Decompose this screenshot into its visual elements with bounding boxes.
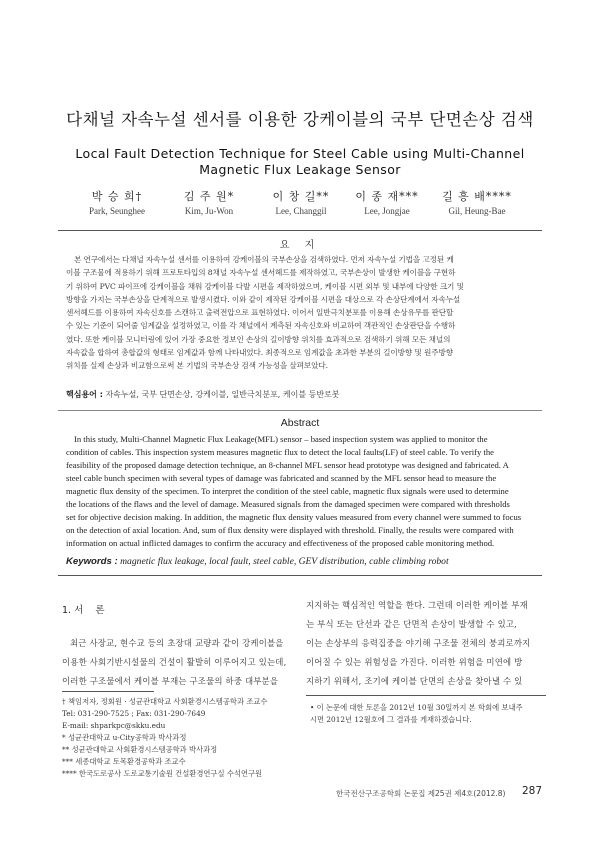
author-5 xyxy=(422,188,532,216)
body-line: 최근 사장교, 현수교 등의 초장대 교량과 같이 강케이블을 xyxy=(70,638,284,648)
page-number: 287 xyxy=(522,785,543,797)
author-name: 이 종 재*** xyxy=(355,190,419,203)
footnote-line: † 책임저자, 정회원 · 성균관대학교 사회환경시스템공학과 조교수 xyxy=(62,697,268,706)
body-line: 이어질 수 있는 위험성을 가진다. 이러한 위험을 미연에 방 xyxy=(306,657,523,667)
korean-summary xyxy=(66,253,546,373)
keywords-text: 자속누설, 국부 단면손상, 강케이블, 일반극치분포, 케이블 등반로봇 xyxy=(105,390,340,399)
note-line: 시면 2012년 12월호에 그 결과를 게재하겠습니다. xyxy=(310,715,472,724)
summary-line: 방향을 가지는 국부손상을 단계적으로 발생시켰다. 이와 같이 제작된 강케이블 시편을 대상으로 각 손상단계에서 자속누설 xyxy=(66,294,461,304)
keywords-en-label: Keywords : xyxy=(66,556,118,567)
author-name: 김 주 원* xyxy=(183,190,235,203)
note-line: • 이 논문에 대한 토론을 2012년 10월 30일까지 본 학회에 보내주 xyxy=(310,703,523,712)
summary-top-rule xyxy=(58,230,542,231)
discussion-note-separator xyxy=(306,695,546,696)
abstract-line: magnetic flux density of the specimen. To interpret the condition of the steel cable, magnetic flux signals were used to determine xyxy=(66,486,509,496)
author-name: 길 흥 배**** xyxy=(442,190,512,203)
section-heading-introduction: 1. 서 론 xyxy=(62,605,105,616)
paper-title-english-line-1: Local Fault Detection Technique for Steel Cable using Multi-Channel xyxy=(75,146,525,161)
summary-line: 기 위하여 PVC 파이프에 강케이블을 채워 강케이블 다발 시편을 제작하였으며, 케이블 시편 외부 및 내부에 다양한 크기 및 xyxy=(66,281,464,291)
left-column-body xyxy=(62,634,294,691)
summary-line: 였다. 또한 케이블 모니터링에 있어 가장 중요한 정보인 손상의 길이방향 위치를 효과적으로 검색하기 위해 모든 채널의 xyxy=(66,334,451,344)
abstract-heading: Abstract xyxy=(280,417,320,429)
abstract-line: on the detection of axial location. And, sum of flux density were displayed with threshold. Finally, the results were compared with xyxy=(66,525,514,535)
abstract-line: feasibility of the proposed damage detection technique, an 8-channel MFL sensor head prototype was designed and fabricated. A xyxy=(66,460,509,470)
abstract-line: set for objective decision making. In addition, the magnetic flux density values measured from every channel were summed to focus xyxy=(66,512,522,522)
paper-title-english-line-2: Magnetic Flux Leakage Sensor xyxy=(199,162,401,177)
abstract-line: the locations of the flaws and the level of damage. Measured signals from the damaged specimen were compared with thresholds xyxy=(66,499,510,509)
abstract-line: information on actual inflicted damages to confirm the accuracy and effectiveness of the proposed cable monitoring method. xyxy=(66,538,495,548)
body-line: 지지하는 핵심적인 역할을 한다. 그런데 이러한 케이블 부재 xyxy=(306,600,528,610)
right-column-body xyxy=(306,596,546,691)
body-line: 는 부식 또는 단선과 같은 단면적 손상이 발생할 수 있고, xyxy=(306,619,518,629)
footnote-line: Tel: 031-290-7525 ; Fax: 031-290-7649 xyxy=(62,709,206,718)
footnote-line: * 성균관대학교 u-City공학과 박사과정 xyxy=(62,733,187,742)
discussion-note xyxy=(310,702,523,726)
summary-line: 본 연구에서는 다채널 자속누설 센서를 이용하여 강케이블의 국부손상을 검색하였다. 먼저 자속누설 기법을 고정된 케 xyxy=(74,255,454,264)
author-name-en: Kim, Ju-Won xyxy=(184,206,234,216)
author-name-en: Park, Seunghee xyxy=(89,206,145,216)
summary-line: 이블 구조물에 적용하기 위해 프로토타입의 8채널 자속누설 센서헤드를 제작하였고, 국부손상이 발생한 케이블을 구현하 xyxy=(66,268,456,278)
body-line: 이용한 사회기반시설물의 건설이 활발히 이루어지고 있는데, xyxy=(62,657,287,667)
summary-line: 수 있는 기준이 되어줄 임계값을 설정하였고, 이를 각 채널에서 계측된 자속신호와 비교하여 객관적인 손상판단을 수행하 xyxy=(66,321,456,331)
summary-heading: 요 지 xyxy=(279,240,321,251)
author-footnotes xyxy=(62,696,267,780)
body-line: 이는 손상부의 응력집중을 야기해 구조물 전체의 붕괴로까지 xyxy=(306,638,531,648)
author-name: 박 승 희† xyxy=(91,190,143,203)
footnote-line: **** 한국도로공사 도로교통기술원 건설환경연구실 수석연구원 xyxy=(62,769,263,778)
english-abstract xyxy=(66,433,548,550)
abstract-line: In this study, Multi-Channel Magnetic Flux Leakage(MFL) sensor – based inspection system was applied to monitor the xyxy=(74,434,488,444)
footnote-separator xyxy=(62,691,154,692)
abstract-bottom-rule xyxy=(58,575,542,576)
abstract-top-rule xyxy=(58,410,542,411)
korean-keywords xyxy=(66,389,340,400)
summary-line: 센서헤드를 이용하여 자속신호를 스캔하고 출력전압으로 표현하였다. 이어서 일반극치분포를 이용해 손상유무를 판단할 xyxy=(66,308,454,318)
abstract-line: steel cable bunch specimen with several types of damage was fabricated and scanned by the MFL sensor head to measure the xyxy=(66,473,497,483)
english-keywords xyxy=(66,556,449,567)
author-name-en: Lee, Jongjae xyxy=(364,206,410,216)
abstract-line: condition of cables. This inspection system measures magnetic flux to detect the local faults(LF) of steel cable. To verify the xyxy=(66,447,494,457)
body-line: 지하기 위해서, 조기에 케이블 단면의 손상을 찾아낼 수 있 xyxy=(306,676,523,686)
footnote-line: *** 세종대학교 토목환경공학과 조교수 xyxy=(62,757,186,766)
paper-title-korean: 다채널 자속누설 센서를 이용한 강케이블의 국부 단면손상 검색 xyxy=(66,110,534,129)
footnote-line: ** 성균관대학교 사회환경시스템공학과 박사과정 xyxy=(62,745,218,754)
author-name-en: Gil, Heung-Bae xyxy=(448,206,506,216)
keywords-label: 핵심용어 : xyxy=(66,390,103,399)
author-name: 이 창 길** xyxy=(272,190,330,203)
keywords-en-text: magnetic flux leakage, local fault, steel cable, GEV distribution, cable climbing robot xyxy=(120,556,449,567)
summary-line: 위치를 실제 손상과 비교함으로써 본 기법의 국부손상 검색 가능성을 살펴보았다. xyxy=(66,361,328,371)
body-line: 이러한 구조물에서 케이블 부재는 구조물의 하중 대부분을 xyxy=(62,676,279,686)
summary-line: 자속값을 합하여 총합값의 형태로 임계값과 함께 나타내었다. 최종적으로 임계값을 초과한 부분의 길이방향 및 원주방향 xyxy=(66,348,453,358)
author-name-en: Lee, Changgil xyxy=(275,206,327,216)
journal-footer: 한국전산구조공학회 논문집 제25권 제4호(2012.8) xyxy=(336,789,506,798)
footnote-line: E-mail: shparkpc@skku.edu xyxy=(62,721,166,730)
